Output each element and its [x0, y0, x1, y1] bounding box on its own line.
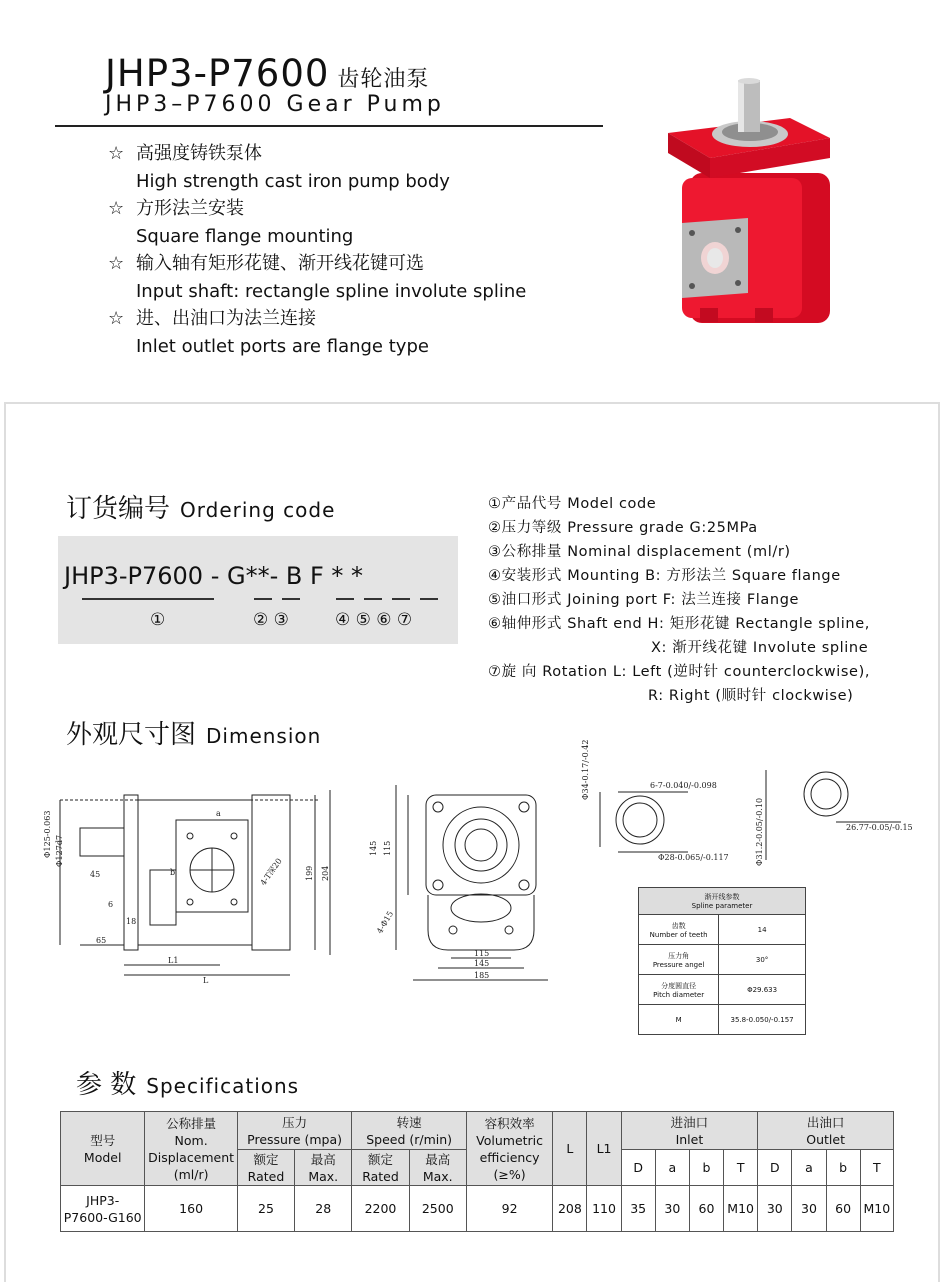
feature-en: Inlet outlet ports are flange type: [136, 335, 429, 357]
dim-label: 6: [108, 900, 114, 909]
side-view-drawing: [40, 780, 350, 990]
code-underline: [254, 598, 272, 600]
code-underline: [420, 598, 438, 600]
header-port-col: T: [860, 1150, 893, 1186]
dim-label: 65: [96, 936, 107, 945]
dim-label: 18: [126, 917, 137, 926]
header-speed: 转速 Speed (r/min): [352, 1112, 467, 1150]
ordering-title: 订货编号 Ordering code: [66, 494, 336, 524]
star-icon: ☆: [108, 253, 125, 274]
header-rated: 额定 Rated: [352, 1150, 409, 1186]
dim-label: 185: [474, 971, 490, 980]
feature-cn: ☆ 进、出油口为法兰连接: [108, 305, 526, 333]
legend-line: X: 渐开线花键 Involute spline: [651, 640, 869, 656]
dim-label: 4-Φ15: [375, 909, 396, 936]
specifications-title: 参 数 Specifications: [76, 1070, 300, 1100]
dim-label: 115: [474, 949, 490, 958]
code-position: ④ ⑤ ⑥ ⑦: [335, 610, 413, 630]
ordering-legend: [488, 492, 870, 708]
dim-label: 6-7-0.040/-0.098: [650, 781, 717, 790]
header-efficiency: 容积效率 Volumetric efficiency (≥%): [466, 1112, 552, 1186]
header-port-col: a: [792, 1150, 826, 1186]
code-underline: [336, 598, 354, 600]
dimension-title: 外观尺寸图 Dimension: [66, 720, 322, 750]
product-subtitle: JHP3–P7600 Gear Pump: [105, 92, 445, 117]
product-title: JHP3-P7600 齿轮油泵: [105, 52, 430, 95]
table-row: JHP3- P7600-G160 160 25 28 2200 2500 92 208 110 35 30 60 M10 30 30 60 M10: [61, 1186, 894, 1232]
feature-list: [108, 140, 526, 360]
feature-cn: ☆ 方形法兰安装: [108, 195, 526, 223]
code-underline: [364, 598, 382, 600]
dim-label: Φ125-0.063: [43, 810, 52, 858]
header-rated: 额定 Rated: [237, 1150, 294, 1186]
specifications-table: [60, 1111, 894, 1232]
involute-spline-detail: [755, 760, 913, 870]
header-L1: L1: [587, 1112, 621, 1186]
dim-label: Φ28-0.065/-0.117: [658, 853, 729, 862]
dim-label: Φ127d7: [55, 834, 64, 867]
header-pressure: 压力 Pressure (mpa): [237, 1112, 352, 1150]
dim-label: 4-T深20: [258, 856, 284, 888]
dim-label: 115: [383, 840, 392, 856]
dim-label: 145: [474, 959, 490, 968]
legend-line: ⑦旋 向 Rotation L: Left (逆时针 counterclockwise),: [488, 664, 871, 680]
legend-line: R: Right (顺时针 clockwise): [648, 688, 854, 704]
star-icon: ☆: [108, 308, 125, 329]
header-port-col: D: [758, 1150, 792, 1186]
header-max: 最高 Max.: [295, 1150, 352, 1186]
header-port-col: b: [826, 1150, 860, 1186]
spline-parameter-table: [638, 887, 806, 1035]
code-underline: [282, 598, 300, 600]
legend-line: ④安装形式 Mounting B: 方形法兰 Square flange: [488, 568, 841, 584]
star-icon: ☆: [108, 198, 125, 219]
code-position: ①: [150, 610, 166, 630]
dim-label: b: [170, 868, 176, 877]
header-outlet: 出油口 Outlet: [758, 1112, 894, 1150]
header-model: 型号 Model: [61, 1112, 145, 1186]
spline-table-title: 渐开线参数 Spline parameter: [639, 888, 806, 915]
header-max: 最高 Max.: [409, 1150, 466, 1186]
dim-label: 45: [90, 870, 101, 879]
dim-label: Φ34-0.17/-0.42: [581, 739, 590, 800]
header-displacement: 公称排量 Nom. Displacement (ml/r): [145, 1112, 237, 1186]
table-row: 齿数 Number of teeth 14: [639, 915, 806, 945]
gear-pump-photo: [660, 78, 860, 332]
feature-en: Square flange mounting: [136, 225, 354, 247]
ordering-code: JHP3-P7600 - G**- B F * *: [64, 562, 364, 590]
dim-label: 145: [369, 840, 378, 856]
feature-cn: ☆ 高强度铸铁泵体: [108, 140, 526, 168]
header-port-col: a: [655, 1150, 689, 1186]
header-port-col: T: [724, 1150, 758, 1186]
legend-line: ①产品代号 Model code: [488, 496, 657, 512]
table-row: 分度圆直径 Pitch diameter Φ29.633: [639, 975, 806, 1005]
feature-cn: ☆ 输入轴有矩形花键、渐开线花键可选: [108, 250, 526, 278]
rectangle-spline-detail: [578, 739, 729, 864]
dim-label: L: [203, 976, 209, 985]
header-port-col: b: [689, 1150, 723, 1186]
dim-label: Φ31.2-0.05/-0.10: [755, 797, 764, 866]
dim-label: 199: [305, 865, 314, 881]
code-underline: [82, 598, 214, 600]
front-view-drawing: [368, 780, 568, 990]
legend-line: ③公称排量 Nominal displacement (ml/r): [488, 544, 791, 560]
header-port-col: D: [621, 1150, 655, 1186]
header-L: L: [553, 1112, 587, 1186]
title-divider: [55, 125, 603, 127]
dim-label: L1: [168, 956, 179, 965]
feature-en: High strength cast iron pump body: [136, 170, 450, 192]
feature-en: Input shaft: rectangle spline involute spline: [136, 280, 527, 302]
dim-label: a: [216, 809, 221, 818]
legend-line: ⑤油口形式 Joining port F: 法兰连接 Flange: [488, 592, 800, 608]
table-row: 压力角 Pressure angel 30°: [639, 945, 806, 975]
dim-label: 204: [321, 865, 330, 881]
header-inlet: 进油口 Inlet: [621, 1112, 758, 1150]
code-underline: [392, 598, 410, 600]
dim-label: 26.77-0.05/-0.15: [846, 823, 913, 832]
star-icon: ☆: [108, 143, 125, 164]
code-position: ② ③: [253, 610, 289, 630]
legend-line: ⑥轴伸形式 Shaft end H: 矩形花键 Rectangle spline,: [488, 616, 870, 632]
legend-line: ②压力等级 Pressure grade G:25MPa: [488, 520, 758, 536]
table-row: M 35.8-0.050/-0.157: [639, 1005, 806, 1035]
